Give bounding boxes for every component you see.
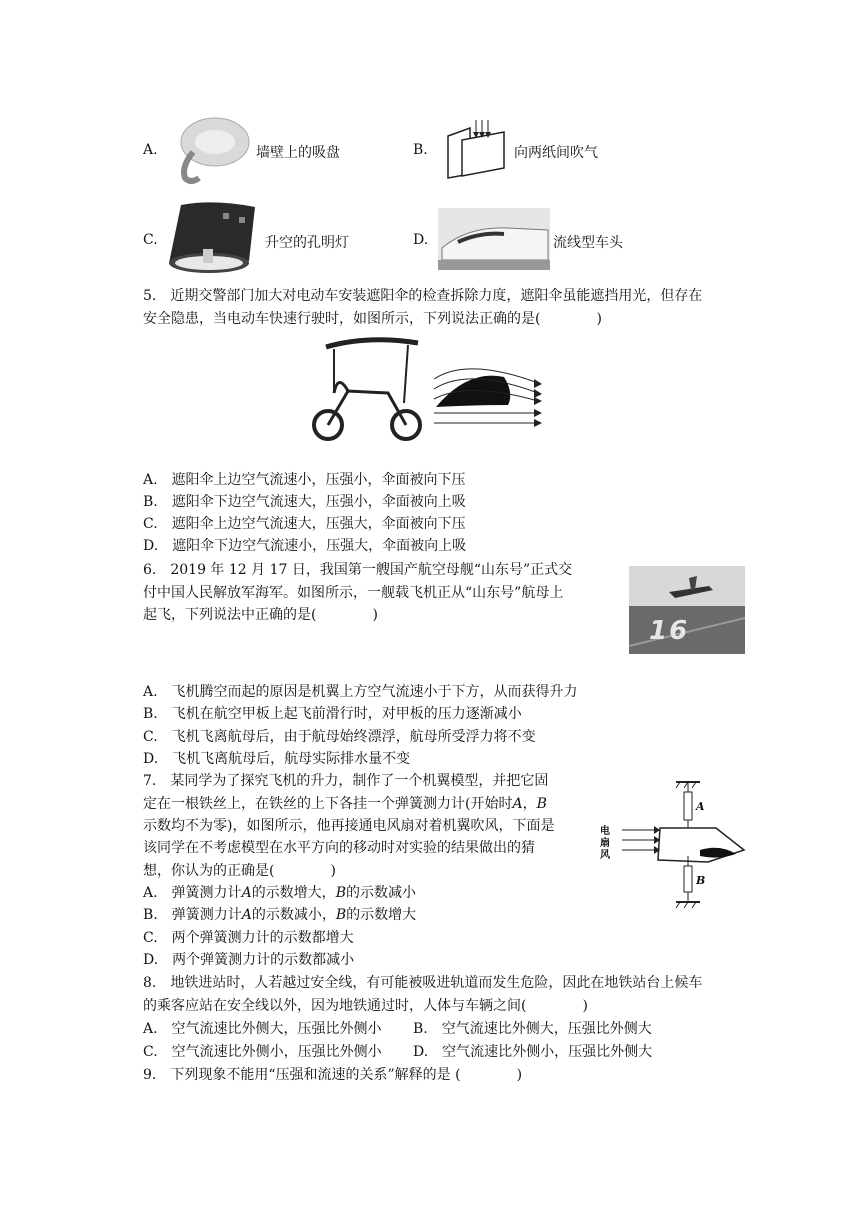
q7-option-c: C. 两个弹簧测力计的示数都增大 bbox=[143, 930, 354, 946]
q7-option-b-var-a: A bbox=[241, 907, 252, 923]
wing-model-figure bbox=[596, 780, 756, 910]
aircraft-carrier-photo bbox=[629, 566, 745, 654]
q7-option-d: D. 两个弹簧测力计的示数都减小 bbox=[143, 952, 355, 968]
scooter-umbrella-figure bbox=[308, 333, 548, 445]
q7-option-b-pre: B. 弹簧测力计 bbox=[143, 907, 242, 923]
q8-option-b: B. 空气流速比外侧大，压强比外侧大 bbox=[413, 1021, 652, 1037]
q4-option-d-letter: D. bbox=[413, 232, 429, 248]
fan-label-2: 扇 bbox=[600, 838, 610, 849]
q5-option-b: B. 遮阳伞下边空气流速大，压强小，伞面被向上吸 bbox=[143, 494, 466, 510]
two-papers-blow-image bbox=[440, 118, 510, 180]
q4-option-c-letter: C. bbox=[143, 232, 158, 248]
kongming-lantern-image bbox=[163, 199, 263, 279]
spring-scale-b-label: B bbox=[696, 874, 706, 887]
q7-option-a bbox=[143, 882, 416, 904]
spring-scale-a-label: A bbox=[696, 800, 705, 813]
q8-option-a: A. 空气流速比外侧大，压强比外侧小 bbox=[143, 1021, 382, 1037]
q6-stem-line-1: 6. 2019 年 12 月 17 日，我国第一艘国产航空母舰“山东号”正式交 bbox=[143, 562, 573, 578]
q6-option-a: A. 飞机腾空而起的原因是机翼上方空气流速小于下方，从而获得升力 bbox=[143, 684, 578, 700]
q7-var-b: B bbox=[536, 796, 547, 812]
q5-option-d: D. 遮阳伞下边空气流速小，压强大，伞面被向上吸 bbox=[143, 538, 467, 554]
fan-label-3: 风 bbox=[600, 850, 610, 861]
q9-stem: 9. 下列现象不能用“压强和流速的关系”解释的是 ( ) bbox=[143, 1067, 523, 1083]
q7-stem-line-1: 7. 某同学为了探究飞机的升力，制作了一个机翼模型，并把它固 bbox=[143, 773, 549, 789]
q7-option-b-var-b: B bbox=[335, 907, 347, 923]
q4-option-a-text: 墙壁上的吸盘 bbox=[256, 145, 340, 161]
q8-option-c: C. 空气流速比外侧小，压强比外侧小 bbox=[143, 1044, 382, 1060]
q7-option-a-var-a: A bbox=[241, 885, 252, 901]
q7-stem-line-5: 想，你认为的正确是( ) bbox=[143, 863, 336, 879]
q7-stem-line-2-text: 定在一根铁丝上，在铁丝的上下各挂一个弹簧测力计(开始时 bbox=[143, 796, 513, 812]
q7-stem-line-4: 该同学在不考虑模型在水平方向的移动时对实验的结果做出的猜 bbox=[143, 840, 535, 856]
q6-option-d: D. 飞机飞离航母后，航母实际排水量不变 bbox=[143, 751, 411, 767]
q4-option-b-text: 向两纸间吹气 bbox=[514, 145, 598, 161]
q7-option-b-post: 的示数增大 bbox=[346, 907, 417, 923]
q7-option-a-post: 的示数减小 bbox=[345, 885, 416, 901]
q7-option-a-var-b: B bbox=[335, 885, 346, 901]
q5-stem-line-2: 安全隐患，当电动车快速行驶时，如图所示，下列说法正确的是( ) bbox=[143, 311, 602, 327]
suction-cup-image bbox=[163, 112, 253, 188]
q7-stem-line-3: 示数均不为零)，如图所示，他再接通电风扇对着机翼吹风，下面是 bbox=[143, 818, 555, 834]
q5-stem-line-1: 5. 近期交警部门加大对电动车安装遮阳伞的检查拆除力度，遮阳伞虽能遮挡用光，但存在 bbox=[143, 288, 703, 304]
q4-option-d-text: 流线型车头 bbox=[553, 235, 623, 251]
q4-option-b-letter: B. bbox=[413, 142, 428, 158]
fan-label-1: 电 bbox=[600, 826, 610, 837]
q8-stem-line-1: 8. 地铁进站时，人若越过安全线，有可能被吸进轨道而发生危险，因此在地铁站台上候车 bbox=[143, 975, 703, 991]
q5-option-c: C. 遮阳伞上边空气流速大，压强大，伞面被向下压 bbox=[143, 516, 466, 532]
deck-number: 16 bbox=[649, 616, 690, 646]
streamlined-train-image bbox=[438, 208, 550, 270]
q6-option-b: B. 飞机在航空甲板上起飞前滑行时，对甲板的压力逐渐减小 bbox=[143, 706, 522, 722]
q7-option-a-pre: A. 弹簧测力计 bbox=[143, 885, 242, 901]
q5-option-a: A. 遮阳伞上边空气流速小，压强小，伞面被向下压 bbox=[143, 472, 466, 488]
q7-var-a: A bbox=[512, 796, 523, 812]
q7-option-a-mid: 的示数增大， bbox=[251, 885, 336, 901]
q6-option-c: C. 飞机飞离航母后，由于航母始终漂浮，航母所受浮力将不变 bbox=[143, 729, 536, 745]
q7-option-b-mid: 的示数减小， bbox=[251, 907, 336, 923]
q6-stem-line-3: 起飞，下列说法中正确的是( ) bbox=[143, 607, 378, 623]
q7-option-b bbox=[143, 904, 416, 926]
q4-option-a-letter: A. bbox=[143, 142, 158, 158]
q8-option-d: D. 空气流速比外侧小，压强比外侧大 bbox=[413, 1044, 653, 1060]
q8-stem-line-2: 的乘客应站在安全线以外，因为地铁通过时，人体与车辆之间( ) bbox=[143, 998, 588, 1014]
q7-stem-line-2 bbox=[143, 793, 547, 815]
q4-option-c-text: 升空的孔明灯 bbox=[265, 235, 349, 251]
q7-comma: ， bbox=[522, 796, 537, 812]
q6-stem-line-2: 付中国人民解放军海军。如图所示，一舰载飞机正从“山东号”航母上 bbox=[143, 585, 564, 601]
